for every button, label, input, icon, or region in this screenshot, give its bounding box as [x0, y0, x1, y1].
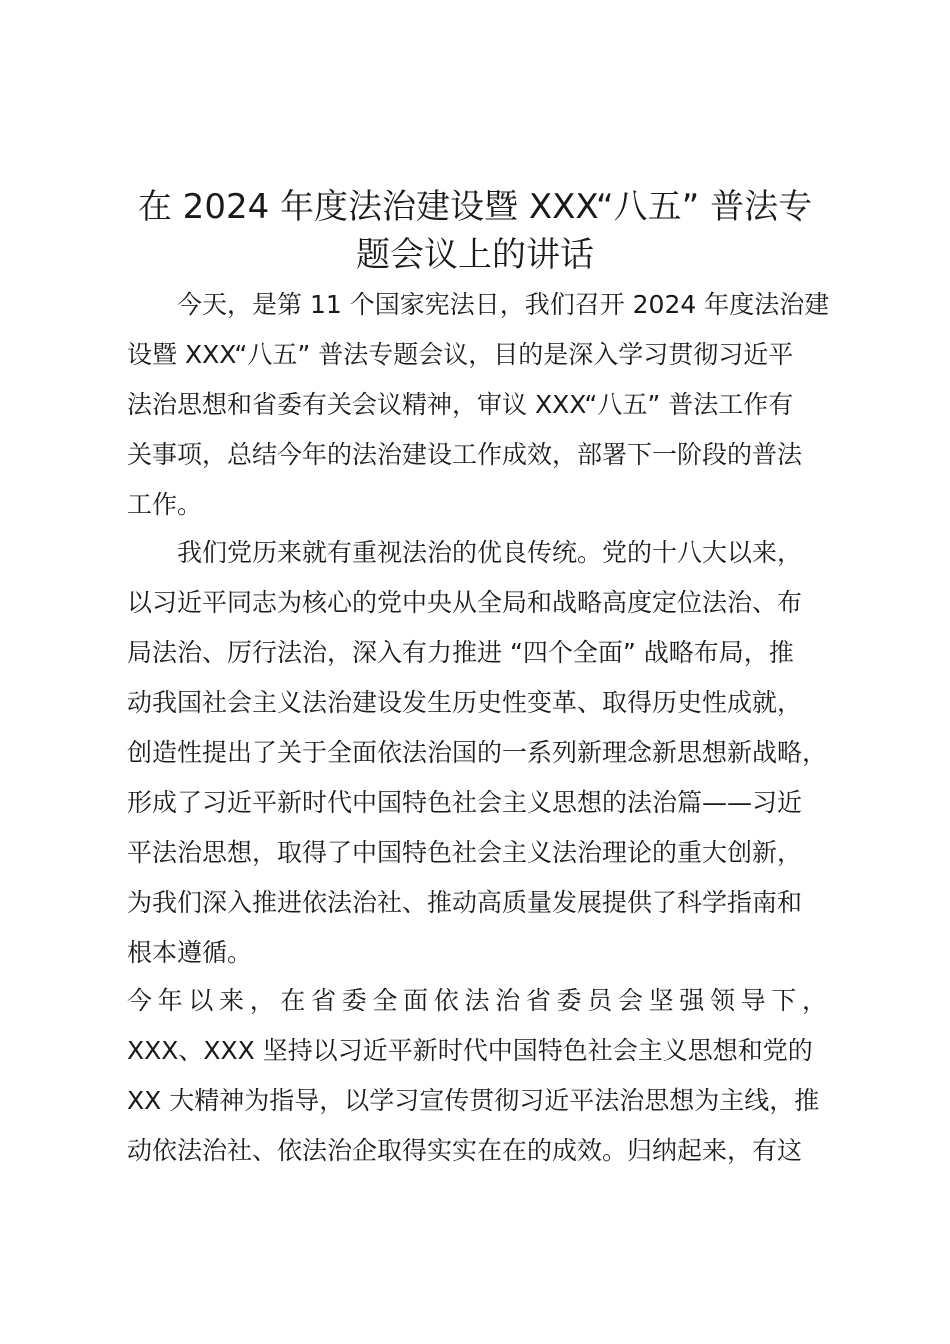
paragraph-2-line-1: 我们党历来就有重视法治的优良传统。党的十八大以来， [177, 538, 803, 567]
paragraph-3-line-3: XX 大精神为指导，以学习宣传贯彻习近平法治思想为主线，推 [127, 1086, 820, 1115]
paragraph-2-line-8: 为我们深入推进依法治社、推动高质量发展提供了科学指南和 [127, 888, 803, 917]
paragraph-3-line-4: 动依法治社、依法治企取得实实在在的成效。归纳起来，有这 [127, 1136, 803, 1165]
paragraph-3-line-2: XXX、XXX 坚持以习近平新时代中国特色社会主义思想和党的 [127, 1036, 813, 1065]
paragraph-2-line-4: 动我国社会主义法治建设发生历史性变革、取得历史性成就， [127, 688, 803, 717]
paragraph-2-line-5: 创造性提出了关于全面依法治国的一系列新理念新思想新战略， [127, 738, 828, 767]
paragraph-2-line-2: 以习近平同志为核心的党中央从全局和战略高度定位法治、布 [127, 588, 803, 617]
paragraph-1-line-5: 工作。 [127, 490, 203, 519]
paragraph-1-line-2: 设暨 XXX“八五” 普法专题会议，目的是深入学习贯彻习近平 [127, 340, 794, 369]
paragraph-1-line-3: 法治思想和省委有关会议精神，审议 XXX“八五” 普法工作有 [127, 390, 794, 419]
paragraph-2-line-3: 局法治、厉行法治，深入有力推进 “四个全面” 战略布局，推 [127, 638, 794, 667]
paragraph-3-line-1: 今年以来，在省委全面依法治省委员会坚强领导下， [127, 986, 827, 1015]
paragraph-2-line-6: 形成了习近平新时代中国特色社会主义思想的法治篇——习近 [127, 788, 803, 817]
document-title-line-2: 题会议上的讲话 [356, 235, 594, 275]
document-title-line-1: 在 2024 年度法治建设暨 XXX“八五” 普法专 [137, 187, 813, 227]
paragraph-1-line-4: 关事项，总结今年的法治建设工作成效，部署下一阶段的普法 [127, 440, 803, 469]
paragraph-2-line-7: 平法治思想，取得了中国特色社会主义法治理论的重大创新， [127, 838, 803, 867]
paragraph-1-line-1: 今天，是第 11 个国家宪法日，我们召开 2024 年度法治建 [177, 290, 830, 319]
paragraph-2-line-9: 根本遵循。 [127, 938, 253, 967]
